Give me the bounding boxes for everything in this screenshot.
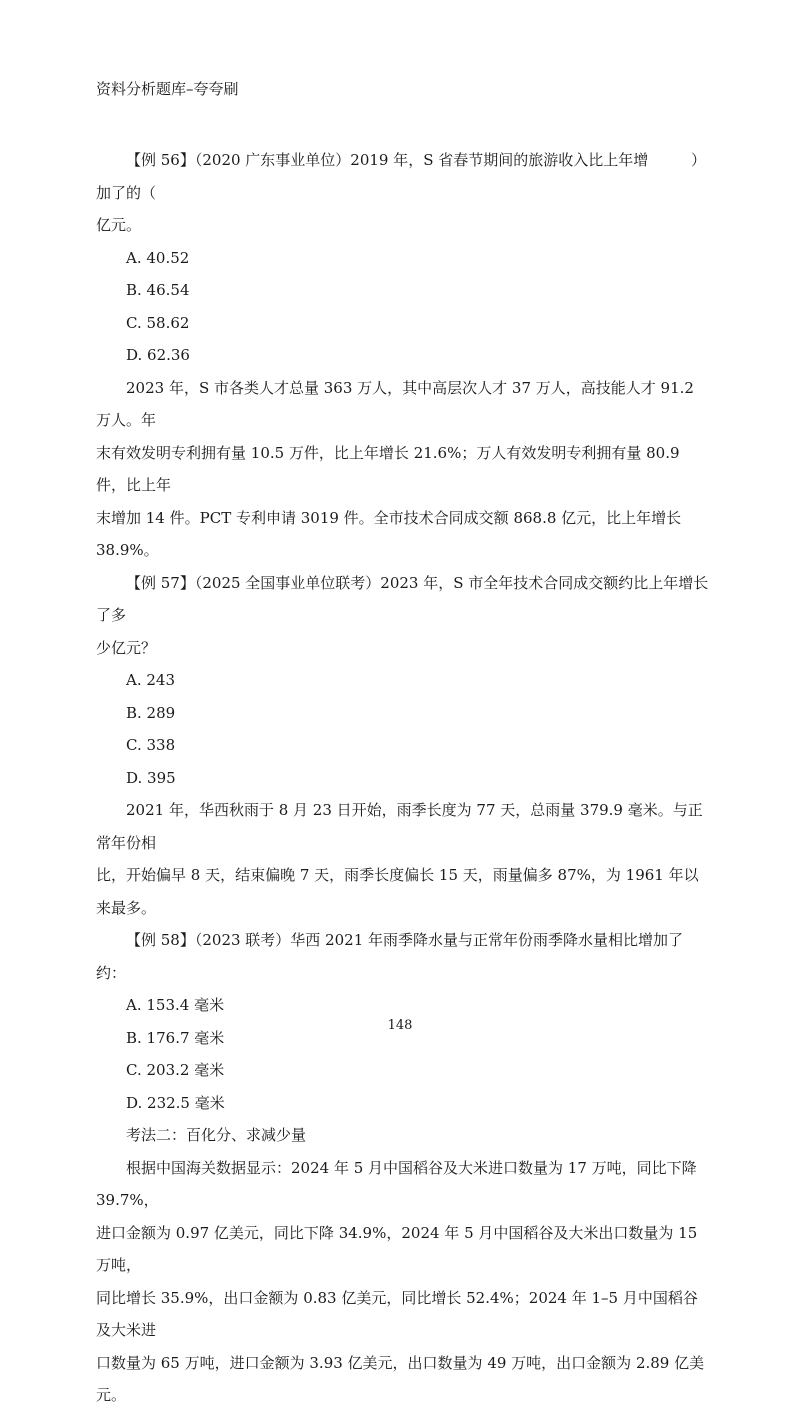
material-paragraph-3-line-2: 进口金额为 0.97 亿美元，同比下降 34.9%，2024 年 5 月中国稻谷及大米出口数量为 15 万吨，	[96, 1223, 698, 1274]
example-56-option-a: A. 40.52	[126, 248, 190, 267]
material-paragraph-1-line-3: 末增加 14 件。PCT 专利申请 3019 件。全市技术合同成交额 868.8 亿元，比上年增长 38.9%。	[96, 508, 682, 559]
material-paragraph-3-line-4: 口数量为 65 万吨，进口金额为 3.93 亿美元，出口数量为 49 万吨，出口金额为 2.89 亿美元。	[96, 1353, 705, 1404]
example-57-option-b: B. 289	[126, 703, 176, 722]
example-56-option-b: B. 46.54	[126, 281, 190, 299]
example-58-question: 【例 58】（2023 联考）华西 2021 年雨季降水量与正常年份雨季降水量相比增加了约：	[96, 931, 684, 982]
method-heading: 考法二：百化分、求减少量	[126, 1126, 307, 1144]
material-paragraph-3-line-3: 同比增长 35.9%，出口金额为 0.83 亿美元，同比增长 52.4%；2024 年 1–5 月中国稻谷及大米进	[96, 1288, 698, 1339]
page-header-title: 资料分析题库–夸夸刷	[96, 80, 239, 98]
example-56-line-1: 【例 56】（2020 广东事业单位）2019 年，S 省春节期间的旅游收入比上年增加了的（	[96, 151, 649, 202]
example-58-option-b: B. 176.7 毫米	[126, 1028, 225, 1047]
example-56-option-d: D. 62.36	[126, 346, 190, 364]
page-number: 148	[387, 1018, 413, 1033]
material-paragraph-1-line-1: 2023 年，S 市各类人才总量 363 万人，其中高层次人才 37 万人，高技能人才 91.2 万人。年	[96, 378, 694, 429]
material-paragraph-3-line-1: 根据中国海关数据显示：2024 年 5 月中国稻谷及大米进口数量为 17 万吨，同比下降 39.7%，	[96, 1158, 697, 1209]
material-paragraph-2-line-2: 比，开始偏早 8 天，结束偏晚 7 天，雨季长度偏长 15 天，雨量偏多 87%，为 1961 年以来最多。	[96, 866, 699, 917]
example-58-option-c: C. 203.2 毫米	[126, 1061, 225, 1079]
page-body	[96, 144, 712, 1412]
example-56-question	[96, 144, 712, 209]
example-58-option-a: A. 153.4 毫米	[126, 996, 225, 1014]
example-58-option-d: D. 232.5 毫米	[126, 1093, 225, 1112]
material-paragraph-1-line-2: 末有效发明专利拥有量 10.5 万件，比上年增长 21.6%；万人有效发明专利拥有量 80.9 件，比上年	[96, 443, 680, 494]
example-57-option-a: A. 243	[126, 671, 175, 689]
example-57-option-c: C. 338	[126, 736, 176, 754]
example-57-line-1: 【例 57】（2025 全国事业单位联考）2023 年，S 市全年技术合同成交额约比上年增长了多	[96, 573, 709, 624]
example-56-line-2: 亿元。	[96, 216, 142, 234]
example-56-blank-close: ）	[690, 151, 706, 169]
example-56-option-c: C. 58.62	[126, 313, 190, 332]
example-57-line-2: 少亿元？	[96, 638, 157, 657]
example-57-option-d: D. 395	[126, 768, 176, 787]
material-paragraph-2-line-1: 2021 年，华西秋雨于 8 月 23 日开始，雨季长度为 77 天，总雨量 379.9 毫米。与正常年份相	[96, 801, 703, 852]
